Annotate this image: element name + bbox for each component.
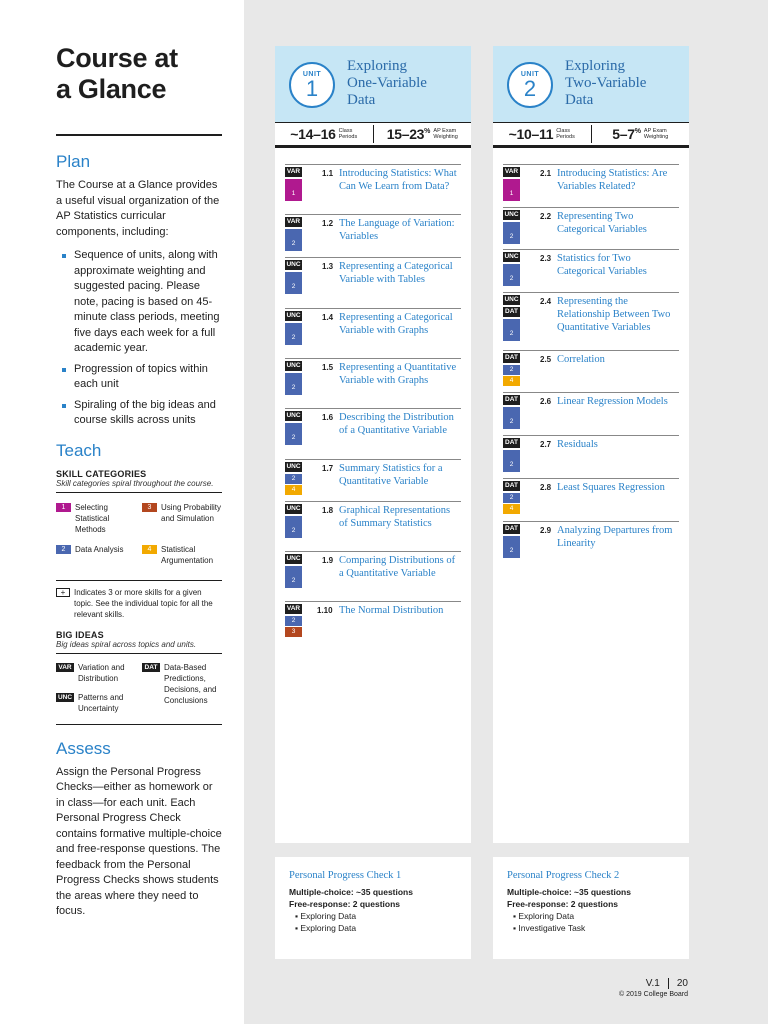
topic-tags bbox=[503, 524, 520, 559]
plan-list bbox=[62, 248, 222, 429]
skill-swatch: 3 bbox=[142, 503, 157, 512]
ppc-item: ▪ Exploring Data bbox=[295, 911, 357, 921]
skill-tag: 2 bbox=[503, 536, 520, 558]
topic-number: 2.1 bbox=[540, 169, 552, 178]
page-title bbox=[56, 43, 222, 105]
topic-tags bbox=[503, 210, 520, 245]
topic-title: Correlation bbox=[557, 354, 605, 365]
skill-tag: 1 bbox=[285, 179, 302, 201]
skill-legend-item bbox=[142, 502, 222, 535]
skill-tag: 2 bbox=[285, 566, 302, 588]
left-panel bbox=[0, 0, 244, 1024]
big-ideas-rule bbox=[56, 724, 222, 725]
topic-title: Graphical Representations of Summary Statistics bbox=[339, 505, 451, 529]
topic-title: Representing a Categorical Variable with Tables bbox=[339, 261, 453, 285]
weight-value: 5–7 bbox=[612, 126, 635, 142]
title-line-2: a Glance bbox=[56, 74, 167, 104]
big-idea-label: Data-Based Predictions, Decisions, and Conclusions bbox=[164, 662, 217, 705]
topic-row bbox=[503, 392, 679, 425]
assess-text: Assign the Personal Progress Checks—either as homework or in class—for each unit. Each Personal Progress Check contains formative multiple-choice and free-response questions. The feedback from the Personal Progress Checks shows students the areas where they need to focus. bbox=[56, 765, 222, 917]
class-periods bbox=[493, 126, 591, 142]
unit-number: 1 bbox=[305, 76, 319, 101]
skill-tag: 2 bbox=[285, 474, 302, 484]
weight-label: AP Exam Weighting bbox=[643, 128, 669, 140]
unit-header bbox=[493, 46, 689, 122]
weight-percent: % bbox=[424, 127, 431, 135]
skill-legend-item bbox=[56, 544, 136, 566]
topic-row bbox=[503, 435, 679, 468]
class-periods bbox=[275, 126, 373, 142]
unit-title-line: Data bbox=[347, 92, 376, 108]
topic-number: 1.3 bbox=[322, 262, 334, 271]
version-label: V.1 bbox=[645, 978, 660, 990]
unit-number: 2 bbox=[523, 76, 537, 101]
unit-badge bbox=[507, 62, 553, 108]
plan-heading: Plan bbox=[56, 152, 91, 171]
topic-title: Comparing Distributions of a Quantitative Variable bbox=[339, 555, 456, 579]
topic-number: 1.10 bbox=[317, 606, 333, 615]
skill-tag: 2 bbox=[285, 373, 302, 395]
topic-number: 2.9 bbox=[540, 526, 552, 535]
topic-number: 2.8 bbox=[540, 483, 552, 492]
skill-tag: 2 bbox=[285, 516, 302, 538]
skill-categories-title: SKILL CATEGORIES bbox=[56, 468, 147, 479]
unit-2-card bbox=[493, 46, 689, 843]
personal-progress-check-1 bbox=[275, 857, 471, 959]
skill-tag: 2 bbox=[503, 222, 520, 244]
title-rule bbox=[56, 134, 222, 136]
skill-tag: 2 bbox=[503, 493, 520, 503]
unit-pacing bbox=[493, 122, 689, 148]
skill-tag: 2 bbox=[285, 423, 302, 445]
topic-title: Linear Regression Models bbox=[557, 396, 668, 407]
skill-tag: 1 bbox=[503, 179, 520, 201]
big-idea-tag: VAR bbox=[286, 218, 301, 225]
weight-label: AP Exam Weighting bbox=[433, 128, 458, 140]
topic-tags bbox=[503, 295, 520, 342]
ppc-title: Personal Progress Check 2 bbox=[507, 870, 620, 881]
periods-value: ~14–16 bbox=[290, 126, 336, 142]
unit-header bbox=[275, 46, 471, 122]
topic-title: Describing the Distribution of a Quantitative Variable bbox=[339, 412, 454, 436]
ppc-free-response: Free-response: 2 questions bbox=[507, 899, 619, 909]
skill-label: Using Probability and Simulation bbox=[161, 502, 222, 523]
big-idea-item bbox=[56, 692, 136, 714]
big-idea-tag: UNC bbox=[286, 463, 301, 470]
topic-row bbox=[285, 408, 461, 441]
big-idea-tag: UNC bbox=[504, 211, 519, 218]
topic-row bbox=[503, 249, 679, 282]
topic-row bbox=[285, 257, 461, 290]
big-idea-tag: UNC bbox=[286, 505, 301, 512]
big-idea-label: Variation and Distribution bbox=[78, 662, 125, 683]
topic-title: Representing a Quantitative Variable with Graphs bbox=[339, 362, 457, 386]
page-number: 20 bbox=[676, 978, 688, 990]
topic-title: Introducing Statistics: What Can We Learn from Data? bbox=[339, 168, 457, 192]
topic-tags bbox=[503, 353, 520, 387]
big-idea-item bbox=[56, 662, 136, 684]
skill-swatch: 1 bbox=[56, 503, 71, 512]
unit-label: UNIT bbox=[302, 71, 322, 78]
topic-title: Statistics for Two Categorical Variables bbox=[557, 253, 647, 277]
big-idea-tag: VAR bbox=[504, 168, 519, 175]
topic-number: 1.1 bbox=[322, 169, 334, 178]
skill-label: Data Analysis bbox=[75, 544, 124, 554]
topic-tags bbox=[285, 361, 302, 396]
topic-row bbox=[285, 358, 461, 391]
big-idea-tag: UNC bbox=[286, 362, 301, 369]
topic-row bbox=[503, 164, 679, 197]
topic-tags bbox=[285, 167, 302, 202]
topic-tags bbox=[285, 554, 302, 589]
plan-bullet: Spiraling of the big ideas and course skills across units bbox=[62, 398, 222, 429]
topic-row bbox=[285, 308, 461, 341]
topic-number: 1.7 bbox=[322, 464, 334, 473]
topic-row bbox=[503, 350, 679, 384]
topic-tags bbox=[285, 504, 302, 539]
big-idea-tag: VAR bbox=[286, 605, 301, 612]
topic-title: Summary Statistics for a Quantitative Variable bbox=[339, 463, 443, 487]
big-idea-tag: DAT bbox=[503, 307, 520, 317]
skill-legend-item bbox=[56, 502, 136, 535]
topic-title: Least Squares Regression bbox=[557, 482, 665, 493]
periods-label: Class Periods bbox=[556, 128, 575, 140]
topic-row bbox=[285, 501, 461, 534]
unit-title bbox=[565, 58, 646, 109]
unit-title-line: Exploring bbox=[347, 58, 407, 74]
unit-title-line: Exploring bbox=[565, 58, 625, 74]
topic-title: Analyzing Departures from Linearity bbox=[557, 525, 673, 549]
topic-title: Representing Two Categorical Variables bbox=[557, 211, 647, 235]
topic-row bbox=[503, 207, 679, 240]
skill-tag: 2 bbox=[285, 272, 302, 294]
topic-row bbox=[503, 292, 679, 337]
topic-number: 1.5 bbox=[322, 363, 334, 372]
big-idea-item bbox=[142, 662, 222, 714]
skill-tag: 2 bbox=[503, 365, 520, 375]
page-footer bbox=[619, 978, 688, 998]
topic-number: 2.7 bbox=[540, 440, 552, 449]
exam-weighting bbox=[591, 125, 690, 143]
skill-categories-sub: Skill categories spiral throughout the course. bbox=[56, 479, 222, 493]
ppc-item: ▪ Exploring Data bbox=[513, 911, 575, 921]
topic-number: 1.9 bbox=[322, 556, 334, 565]
big-idea-tag: UNC bbox=[286, 555, 301, 562]
topic-tags bbox=[503, 395, 520, 430]
topic-title: The Language of Variation: Variables bbox=[339, 218, 455, 242]
copyright: © 2019 College Board bbox=[619, 991, 688, 999]
topic-tags bbox=[285, 411, 302, 446]
topic-number: 1.4 bbox=[322, 313, 334, 322]
unit-pacing bbox=[275, 122, 471, 148]
weight-percent: % bbox=[634, 127, 641, 135]
topic-tags bbox=[503, 481, 520, 515]
skill-tag: 3 bbox=[285, 627, 302, 637]
skill-tag: 4 bbox=[503, 376, 520, 386]
skill-tag: 2 bbox=[503, 319, 520, 341]
big-idea-tag: DAT bbox=[503, 438, 520, 448]
topic-tags bbox=[503, 438, 520, 473]
skill-tag: 2 bbox=[503, 264, 520, 286]
topic-row bbox=[285, 164, 461, 197]
periods-label: Class Periods bbox=[338, 128, 358, 140]
topic-number: 2.6 bbox=[540, 397, 552, 406]
big-idea-tag: UNC bbox=[286, 261, 301, 268]
big-ideas-title: BIG IDEAS bbox=[56, 629, 104, 640]
skill-tag: 2 bbox=[285, 229, 302, 251]
skill-legend bbox=[56, 502, 222, 566]
big-idea-tag: DAT bbox=[503, 353, 520, 363]
big-idea-tag: VAR bbox=[56, 663, 74, 672]
big-ideas-legend bbox=[56, 662, 222, 714]
skill-tag: 2 bbox=[503, 450, 520, 472]
ppc-item: ▪ Investigative Task bbox=[513, 923, 586, 933]
topic-title: Representing a Categorical Variable with Graphs bbox=[339, 312, 453, 336]
big-idea-tag: UNC bbox=[57, 693, 73, 701]
big-idea-tag: DAT bbox=[142, 663, 160, 672]
unit-badge bbox=[289, 62, 335, 108]
topic-tags bbox=[285, 462, 302, 496]
skill-swatch: 2 bbox=[56, 545, 71, 554]
topic-number: 2.4 bbox=[540, 297, 552, 306]
unit-title-line: Two-Variable bbox=[565, 75, 647, 91]
topic-row bbox=[285, 601, 461, 635]
big-idea-tag: DAT bbox=[503, 524, 520, 534]
topic-number: 2.5 bbox=[540, 355, 552, 364]
skill-tag: 2 bbox=[285, 323, 302, 345]
big-idea-tag: DAT bbox=[503, 395, 520, 405]
topic-number: 1.6 bbox=[322, 413, 334, 422]
plus-note bbox=[56, 580, 222, 620]
unit-title-line: One-Variable bbox=[347, 75, 427, 91]
skill-label: Selecting Statistical Methods bbox=[75, 502, 110, 534]
big-idea-tag: UNC bbox=[286, 412, 301, 419]
plan-text: The Course at a Glance provides a useful visual organization of the AP Statistics curricular components, including: bbox=[56, 179, 220, 238]
assess-heading: Assess bbox=[56, 738, 111, 758]
skill-tag: 4 bbox=[503, 504, 520, 514]
topic-number: 2.3 bbox=[540, 254, 552, 263]
ppc-multiple-choice: Multiple-choice: ~35 questions bbox=[289, 887, 413, 897]
ppc-title: Personal Progress Check 1 bbox=[289, 870, 402, 881]
title-line-1: Course at bbox=[56, 43, 178, 73]
topic-tags bbox=[503, 252, 520, 287]
topic-tags bbox=[285, 604, 302, 638]
topic-title: Residuals bbox=[557, 439, 598, 450]
skill-tag: 4 bbox=[285, 485, 302, 495]
big-ideas-sub: Big ideas spiral across topics and units. bbox=[56, 640, 222, 654]
topic-row bbox=[503, 521, 679, 554]
topic-tags bbox=[285, 217, 302, 252]
topic-tags bbox=[285, 311, 302, 346]
skill-tag: 2 bbox=[285, 616, 302, 626]
ppc-item: ▪ Exploring Data bbox=[295, 923, 357, 933]
topic-row bbox=[285, 459, 461, 493]
ppc-free-response: Free-response: 2 questions bbox=[289, 899, 401, 909]
unit-1-card bbox=[275, 46, 471, 843]
big-idea-tag: DAT bbox=[503, 481, 520, 491]
topic-tags bbox=[503, 167, 520, 202]
weight-value: 15–23 bbox=[386, 126, 425, 142]
unit-title bbox=[347, 58, 427, 109]
periods-value: ~10–11 bbox=[508, 126, 554, 142]
big-idea-tag: UNC bbox=[286, 312, 301, 319]
topic-tags bbox=[285, 260, 302, 295]
plus-note-text: Indicates 3 or more skills for a given topic. See the individual topic for all the relevant skills. bbox=[74, 587, 213, 619]
unit-title-line: Data bbox=[565, 92, 594, 108]
skill-label: Statistical Argumentation bbox=[161, 544, 214, 565]
big-idea-tag: VAR bbox=[286, 168, 301, 175]
ppc-multiple-choice: Multiple-choice: ~35 questions bbox=[507, 887, 631, 897]
topic-number: 1.8 bbox=[322, 506, 334, 515]
personal-progress-check-2 bbox=[493, 857, 689, 959]
topic-title: Introducing Statistics: Are Variables Related? bbox=[557, 168, 668, 192]
plus-icon: + bbox=[56, 588, 70, 597]
topic-row bbox=[503, 478, 679, 512]
topic-row bbox=[285, 551, 461, 584]
big-idea-tag: UNC bbox=[504, 253, 519, 260]
skill-tag: 2 bbox=[503, 407, 520, 429]
teach-heading: Teach bbox=[56, 440, 102, 460]
topic-number: 2.2 bbox=[540, 212, 552, 221]
topic-row bbox=[285, 214, 461, 247]
topic-number: 1.2 bbox=[322, 219, 334, 228]
skill-swatch: 4 bbox=[142, 545, 157, 554]
topic-title: Representing the Relationship Between Two Quantitative Variables bbox=[557, 296, 671, 333]
big-idea-tag: UNC bbox=[504, 296, 519, 303]
unit-label: UNIT bbox=[520, 71, 540, 78]
plan-bullet: Sequence of units, along with approximate weighting and suggested pacing. Please note, pacing is based on 45-minute class periods, meeting five days each week for a full academic year. bbox=[62, 248, 222, 357]
exam-weighting bbox=[373, 125, 472, 143]
plan-bullet: Progression of topics within each unit bbox=[62, 362, 222, 393]
big-idea-label: Patterns and Uncertainty bbox=[78, 692, 124, 713]
skill-legend-item bbox=[142, 544, 222, 566]
topic-title: The Normal Distribution bbox=[339, 605, 444, 616]
